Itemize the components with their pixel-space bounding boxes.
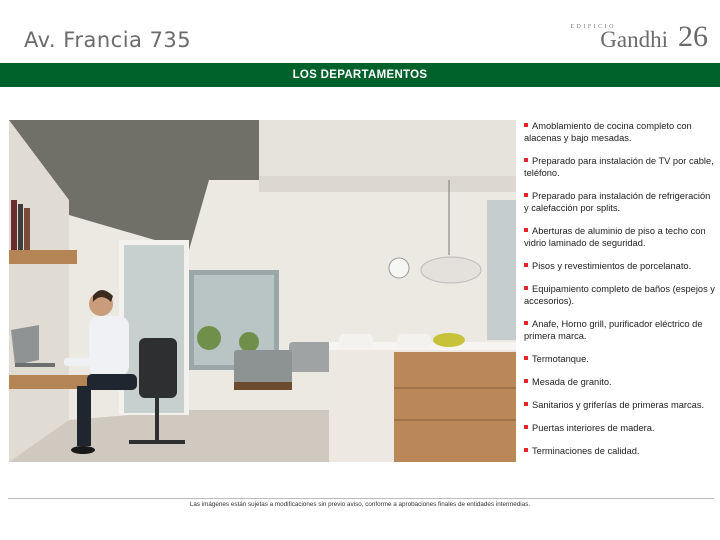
features-list xyxy=(524,120,716,468)
feature-text: Sanitarios y griferías de primeras marcas. xyxy=(532,400,705,410)
bullet-icon xyxy=(524,228,528,232)
feature-text: Terminaciones de calidad. xyxy=(532,446,640,456)
address-title: Av. Francia 735 xyxy=(24,28,192,52)
list-item xyxy=(524,318,716,342)
logo-subtitle: EDIFICIO xyxy=(570,24,616,30)
feature-text: Mesada de granito. xyxy=(532,377,612,387)
bullet-icon xyxy=(524,448,528,452)
list-item xyxy=(524,376,716,388)
feature-text: Pisos y revestimientos de porcelanato. xyxy=(532,261,692,271)
bullet-icon xyxy=(524,402,528,406)
bullet-icon xyxy=(524,286,528,290)
list-item xyxy=(524,283,716,307)
bullet-icon xyxy=(524,425,528,429)
bullet-icon xyxy=(524,158,528,162)
feature-text: Amoblamiento de cocina completo con alacenas y bajo mesadas. xyxy=(524,121,692,143)
bullet-icon xyxy=(524,356,528,360)
list-item xyxy=(524,353,716,365)
feature-text: Puertas interiores de madera. xyxy=(532,423,655,433)
apartment-render-image xyxy=(9,120,516,462)
gandhi-logo xyxy=(570,20,708,56)
bullet-icon xyxy=(524,123,528,127)
list-item xyxy=(524,399,716,411)
logo-name: Gandhi xyxy=(600,27,668,52)
bullet-icon xyxy=(524,379,528,383)
section-banner: LOS DEPARTAMENTOS xyxy=(0,63,720,87)
bullet-icon xyxy=(524,321,528,325)
feature-text: Anafe, Horno grill, purificador eléctrico de primera marca. xyxy=(524,319,703,341)
list-item xyxy=(524,120,716,144)
feature-text: Preparado para instalación de TV por cable, teléfono. xyxy=(524,156,714,178)
list-item xyxy=(524,422,716,434)
footer-disclaimer: Las imágenes están sujetas a modificaciones sin previo aviso, conforme a aprobaciones finales de entidades intermedias. xyxy=(189,501,531,508)
list-item xyxy=(524,260,716,272)
list-item xyxy=(524,190,716,214)
feature-text: Aberturas de aluminio de piso a techo con vidrio laminado de seguridad. xyxy=(524,226,706,248)
list-item xyxy=(524,225,716,249)
feature-text: Termotanque. xyxy=(532,354,589,364)
feature-text: Equipamiento completo de baños (espejos y accesorios). xyxy=(524,284,715,306)
list-item xyxy=(524,445,716,457)
footer-divider xyxy=(8,498,714,499)
bullet-icon xyxy=(524,263,528,267)
feature-text: Preparado para instalación de refrigeración y calefacción por splits. xyxy=(524,191,711,213)
list-item xyxy=(524,155,716,179)
bullet-icon xyxy=(524,193,528,197)
logo-number: 26 xyxy=(678,20,708,53)
